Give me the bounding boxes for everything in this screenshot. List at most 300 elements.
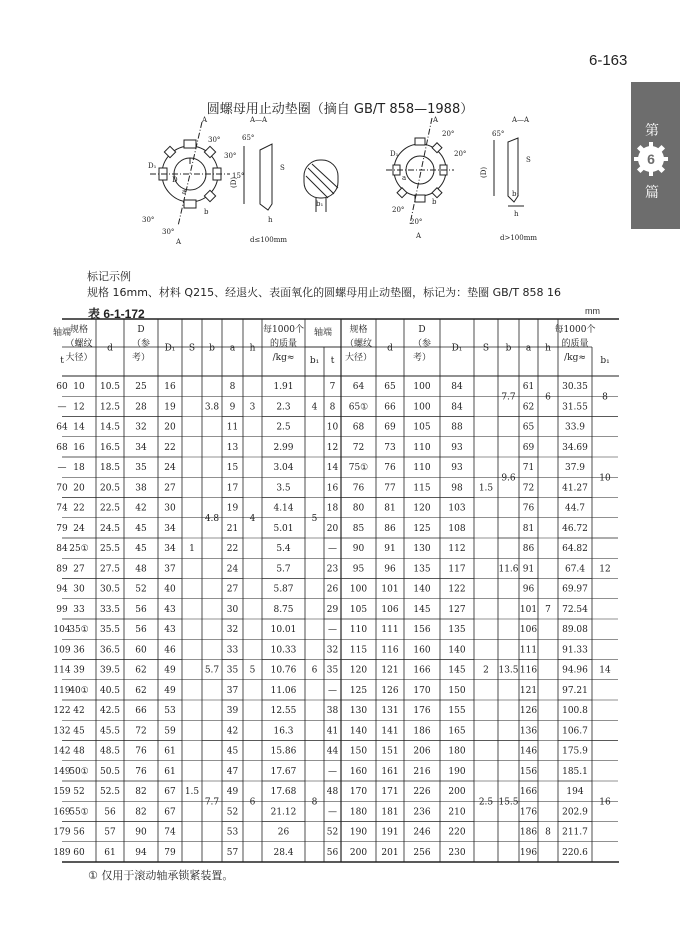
right-cell: 146 bbox=[519, 746, 538, 757]
merged-cell: 1.5 bbox=[184, 787, 200, 798]
left-cell: 40① bbox=[69, 685, 89, 696]
merged-cell: 13.5 bbox=[498, 665, 519, 676]
left-cell: 60 bbox=[135, 645, 147, 656]
left-cell: 45 bbox=[135, 544, 147, 555]
right-cell: 160 bbox=[349, 766, 368, 777]
left-cell: 30 bbox=[164, 503, 176, 514]
fig-left-label-65: 65° bbox=[242, 134, 255, 142]
left-cell: 45 bbox=[135, 523, 147, 534]
fig-left-label-30: 30° bbox=[208, 136, 221, 144]
right-cell: 60 bbox=[56, 382, 68, 393]
left-cell: 56 bbox=[73, 827, 85, 838]
right-cell: 64 bbox=[56, 422, 68, 433]
header-D: （参 bbox=[131, 339, 151, 349]
right-cell: 30.35 bbox=[562, 382, 588, 393]
left-cell: 42 bbox=[73, 706, 85, 717]
left-cell: 32 bbox=[135, 422, 147, 433]
right-cell: 201 bbox=[381, 847, 399, 858]
right-cell: 126 bbox=[519, 706, 538, 717]
merged-cell: 16 bbox=[599, 797, 611, 808]
fig-right-label-AA: A—A bbox=[512, 116, 530, 124]
right-cell: 119 bbox=[53, 685, 71, 696]
left-cell: 45 bbox=[73, 726, 85, 737]
right-cell: 145 bbox=[448, 665, 466, 676]
left-cell: 10.5 bbox=[99, 382, 121, 393]
fig-left-label-A2: A bbox=[176, 238, 182, 246]
left-cell: 20 bbox=[326, 523, 339, 534]
example-text: 规格 16mm、材料 Q215、经退火、表面氧化的圆螺母用止动垫圈，标记为：垫圈 GB/T 858 16 bbox=[87, 286, 562, 299]
right-cell: 114 bbox=[53, 665, 71, 676]
left-cell: 39 bbox=[226, 706, 239, 717]
right-cell: 69 bbox=[384, 422, 396, 433]
left-cell: 82 bbox=[135, 807, 147, 818]
right-cell: 170 bbox=[349, 787, 368, 798]
merged-cell: 7 bbox=[545, 604, 551, 615]
table-unit: mm bbox=[585, 306, 600, 316]
right-cell: 65 bbox=[384, 382, 396, 393]
left-cell: 74 bbox=[164, 827, 176, 838]
header-a: a bbox=[229, 343, 236, 354]
right-cell: 64 bbox=[352, 382, 365, 393]
left-cell: 62 bbox=[135, 665, 147, 676]
right-cell: 256 bbox=[413, 847, 431, 858]
left-cell: 13 bbox=[226, 442, 239, 453]
right-cell: 120 bbox=[349, 665, 368, 676]
left-cell: 35 bbox=[135, 463, 147, 474]
right-cell: 175.9 bbox=[562, 746, 588, 757]
right-cell: 126 bbox=[381, 685, 399, 696]
left-cell: 12.55 bbox=[270, 706, 297, 717]
left-cell: 24 bbox=[164, 463, 176, 474]
left-cell: 52 bbox=[73, 787, 85, 798]
left-cell: 3.5 bbox=[276, 483, 291, 494]
right-cell: 100.8 bbox=[562, 706, 588, 717]
left-cell: 8.75 bbox=[273, 604, 294, 615]
left-cell: — bbox=[328, 625, 337, 636]
right-cell: 79 bbox=[56, 523, 68, 534]
right-cell: 103 bbox=[448, 503, 466, 514]
merged-cell: 3 bbox=[249, 402, 256, 413]
right-cell: 98 bbox=[451, 483, 463, 494]
fig-left-label-30b: 30° bbox=[224, 152, 237, 160]
merged-cell: 4 bbox=[311, 402, 318, 413]
left-cell: 45 bbox=[226, 746, 239, 757]
header-mass: 的质量 bbox=[561, 339, 589, 349]
right-cell: 170 bbox=[413, 685, 431, 696]
right-cell: — bbox=[57, 402, 67, 413]
right-cell: 159 bbox=[53, 787, 71, 798]
left-cell: 4.14 bbox=[273, 503, 294, 514]
left-cell: — bbox=[328, 544, 337, 555]
left-cell: 10 bbox=[326, 422, 339, 433]
header-shaft-end: 轴端 bbox=[52, 328, 72, 338]
left-cell: 66 bbox=[135, 706, 147, 717]
merged-cell: 3.8 bbox=[204, 402, 220, 413]
left-cell: 11 bbox=[226, 422, 239, 433]
right-cell: 77 bbox=[384, 483, 396, 494]
left-cell: 40.5 bbox=[99, 685, 121, 696]
left-cell: — bbox=[328, 807, 337, 818]
right-cell: 101 bbox=[519, 604, 538, 615]
left-cell: 35① bbox=[69, 625, 89, 636]
left-cell: 30 bbox=[73, 584, 85, 595]
table-label: 表 6-1-172 bbox=[88, 307, 145, 321]
left-cell: 67 bbox=[164, 807, 176, 818]
left-cell: 22 bbox=[73, 503, 85, 514]
fig-right-label-b1: b₁ bbox=[512, 190, 520, 198]
left-cell: 48.5 bbox=[99, 746, 121, 757]
header-D: D bbox=[418, 325, 426, 335]
left-cell: 44 bbox=[326, 746, 339, 757]
left-cell: 32 bbox=[226, 625, 239, 636]
merged-cell: 6 bbox=[311, 665, 318, 676]
right-cell: 125 bbox=[349, 685, 368, 696]
right-cell: 96 bbox=[384, 564, 396, 575]
right-cell: — bbox=[57, 463, 67, 474]
right-cell: 91 bbox=[522, 564, 535, 575]
right-cell: 65 bbox=[522, 422, 535, 433]
right-cell: 64.82 bbox=[562, 544, 588, 555]
left-cell: 2.5 bbox=[276, 422, 291, 433]
left-cell: 35.5 bbox=[99, 625, 121, 636]
right-cell: 140 bbox=[448, 645, 466, 656]
right-cell: 108 bbox=[448, 523, 466, 534]
left-cell: 28 bbox=[135, 402, 147, 413]
left-cell: 23 bbox=[326, 564, 339, 575]
fig-left-label-S: S bbox=[280, 164, 285, 172]
fig-right-label-D1: D₁ bbox=[390, 150, 399, 158]
left-cell: 59 bbox=[164, 726, 176, 737]
merged-cell: 4.8 bbox=[204, 513, 220, 524]
left-cell: 67 bbox=[164, 787, 176, 798]
right-cell: 176 bbox=[413, 706, 431, 717]
left-cell: 34 bbox=[135, 442, 147, 453]
example-heading: 标记示例 bbox=[87, 270, 131, 283]
right-cell: 72.54 bbox=[562, 604, 588, 615]
page-number: 6-163 bbox=[589, 52, 628, 69]
left-cell: 17 bbox=[226, 483, 239, 494]
right-cell: 166 bbox=[519, 787, 538, 798]
left-cell: 21.12 bbox=[270, 807, 297, 818]
left-cell: 62 bbox=[135, 685, 147, 696]
right-cell: 100 bbox=[413, 402, 431, 413]
right-cell: 69.97 bbox=[562, 584, 588, 595]
left-cell: 40 bbox=[164, 584, 176, 595]
left-cell: 53 bbox=[226, 827, 239, 838]
right-cell: 121 bbox=[519, 685, 538, 696]
merged-cell: 6 bbox=[545, 392, 551, 403]
fig-left-label-15: 15° bbox=[232, 172, 245, 180]
left-cell: 10.01 bbox=[270, 625, 297, 636]
right-cell: 127 bbox=[448, 604, 466, 615]
left-cell: 14 bbox=[73, 422, 85, 433]
merged-cell: 1 bbox=[189, 544, 195, 555]
right-cell: 121 bbox=[381, 665, 399, 676]
right-cell: 135 bbox=[448, 625, 466, 636]
left-cell: 30 bbox=[226, 604, 239, 615]
right-cell: 31.55 bbox=[562, 402, 588, 413]
left-cell: 38 bbox=[135, 483, 147, 494]
merged-cell: 5 bbox=[249, 665, 256, 676]
right-cell: 70 bbox=[56, 483, 68, 494]
left-cell: 27 bbox=[226, 584, 239, 595]
left-cell: 27 bbox=[73, 564, 85, 575]
right-cell: 135 bbox=[413, 564, 431, 575]
header-t: t bbox=[60, 356, 64, 366]
right-cell: 101 bbox=[381, 584, 399, 595]
left-cell: 57 bbox=[226, 847, 239, 858]
right-cell: 80 bbox=[352, 503, 365, 514]
washer-figures bbox=[120, 112, 560, 252]
right-cell: 72 bbox=[522, 483, 535, 494]
left-cell: 14.5 bbox=[99, 422, 121, 433]
fig-right-label-Dparen: (D) bbox=[480, 166, 488, 178]
right-cell: 110 bbox=[413, 463, 431, 474]
merged-cell: 5 bbox=[311, 513, 318, 524]
left-cell: 56 bbox=[326, 847, 339, 858]
header-mass: 的质量 bbox=[269, 339, 298, 349]
right-cell: 196 bbox=[519, 847, 538, 858]
right-cell: 95 bbox=[352, 564, 365, 575]
left-cell: 52 bbox=[226, 807, 239, 818]
left-cell: 10.33 bbox=[270, 645, 297, 656]
right-cell: 85 bbox=[352, 523, 365, 534]
left-cell: 72 bbox=[135, 726, 147, 737]
left-cell: 12.5 bbox=[99, 402, 121, 413]
right-cell: 106 bbox=[519, 625, 538, 636]
left-cell: 20 bbox=[164, 422, 176, 433]
right-cell: 186 bbox=[519, 827, 538, 838]
right-cell: 89 bbox=[56, 564, 68, 575]
right-cell: 62 bbox=[522, 402, 535, 413]
right-cell: 180 bbox=[349, 807, 368, 818]
left-cell: 43 bbox=[164, 625, 176, 636]
left-cell: 8 bbox=[229, 382, 236, 393]
right-cell: 169 bbox=[53, 807, 71, 818]
left-cell: 39.5 bbox=[99, 665, 121, 676]
fig-left-label-30d: 30° bbox=[162, 228, 175, 236]
right-cell: 185.1 bbox=[562, 766, 588, 777]
right-cell: 93 bbox=[451, 463, 463, 474]
right-cell: 65① bbox=[348, 402, 369, 413]
merged-cell: 5.7 bbox=[204, 665, 220, 676]
left-cell: 60 bbox=[73, 847, 85, 858]
left-cell: 8 bbox=[329, 402, 336, 413]
right-cell: 46.72 bbox=[562, 523, 588, 534]
right-cell: 100 bbox=[413, 382, 431, 393]
header-b: b bbox=[505, 343, 512, 354]
right-cell: 181 bbox=[381, 807, 399, 818]
right-cell: 37.9 bbox=[564, 463, 586, 474]
right-cell: 125 bbox=[413, 523, 431, 534]
left-cell: 24 bbox=[73, 523, 85, 534]
right-cell: 84 bbox=[56, 544, 68, 555]
right-cell: 141 bbox=[381, 726, 399, 737]
header-a: a bbox=[525, 343, 532, 354]
left-cell: 27 bbox=[164, 483, 176, 494]
left-cell: 76 bbox=[135, 766, 147, 777]
fig-right-label-h: h bbox=[514, 210, 519, 218]
fig-left-label-b: b bbox=[204, 208, 209, 216]
fig-left-label-b1: b₁ bbox=[316, 200, 324, 208]
right-cell: 131 bbox=[381, 706, 399, 717]
left-cell: 34 bbox=[164, 523, 176, 534]
left-cell: 12 bbox=[73, 402, 85, 413]
right-cell: 230 bbox=[448, 847, 466, 858]
right-cell: 111 bbox=[381, 625, 399, 636]
header-mass: 每1000个 bbox=[554, 325, 596, 335]
merged-cell: 8 bbox=[602, 392, 608, 403]
left-cell: 36.5 bbox=[99, 645, 121, 656]
left-cell: 56 bbox=[135, 604, 147, 615]
header-b1: b₁ bbox=[309, 356, 320, 366]
left-cell: 17.67 bbox=[270, 766, 297, 777]
left-cell: 2.3 bbox=[276, 402, 291, 413]
fig-right-label-20b: 20° bbox=[454, 150, 467, 158]
merged-cell: 11.6 bbox=[498, 564, 519, 575]
left-cell: 50① bbox=[69, 766, 89, 777]
merged-cell: 10 bbox=[599, 473, 611, 484]
left-cell: 9 bbox=[229, 402, 236, 413]
left-cell: 61 bbox=[164, 766, 176, 777]
left-cell: 52.5 bbox=[99, 787, 121, 798]
left-cell: 36 bbox=[73, 645, 85, 656]
left-cell: 42.5 bbox=[99, 706, 121, 717]
header-S: S bbox=[188, 343, 196, 354]
right-cell: 149 bbox=[53, 766, 71, 777]
header-D: 考） bbox=[412, 353, 432, 363]
right-cell: 44.7 bbox=[564, 503, 586, 514]
fig-right-label-20d: 20° bbox=[410, 218, 423, 226]
left-cell: 48 bbox=[326, 787, 339, 798]
right-cell: 106.7 bbox=[562, 726, 588, 737]
right-cell: 75① bbox=[348, 463, 369, 474]
right-cell: 216 bbox=[413, 766, 431, 777]
left-cell: 16.5 bbox=[99, 442, 121, 453]
fig-right-caption: d>100mm bbox=[500, 234, 537, 242]
right-cell: 33.9 bbox=[564, 422, 586, 433]
left-cell: 49 bbox=[164, 665, 176, 676]
left-cell: 46 bbox=[164, 645, 176, 656]
header-D: D bbox=[137, 325, 145, 335]
left-cell: 37 bbox=[226, 685, 239, 696]
fig-right-label-20c: 20° bbox=[392, 206, 405, 214]
merged-cell: 6 bbox=[249, 797, 256, 808]
left-cell: 42 bbox=[226, 726, 239, 737]
fig-right-label-A: A bbox=[433, 116, 439, 124]
gear-icon bbox=[634, 142, 668, 176]
right-cell: 68 bbox=[352, 422, 365, 433]
right-cell: 120 bbox=[413, 503, 431, 514]
right-cell: 211.7 bbox=[562, 827, 588, 838]
right-cell: 81 bbox=[522, 523, 535, 534]
left-cell: 19 bbox=[226, 503, 239, 514]
right-cell: 109 bbox=[53, 645, 71, 656]
left-cell: 33 bbox=[226, 645, 239, 656]
fig-left-label-D: D bbox=[172, 176, 178, 184]
right-cell: 71 bbox=[522, 463, 535, 474]
right-cell: 84 bbox=[451, 382, 463, 393]
right-cell: 106 bbox=[381, 604, 399, 615]
left-cell: 27.5 bbox=[99, 564, 121, 575]
left-cell: 22 bbox=[226, 544, 239, 555]
left-cell: 76 bbox=[135, 746, 147, 757]
left-cell: 37 bbox=[164, 564, 176, 575]
header-spec: 大径） bbox=[344, 353, 373, 363]
right-cell: 122 bbox=[53, 706, 71, 717]
right-cell: 110 bbox=[413, 442, 431, 453]
spec-table bbox=[52, 319, 619, 862]
left-cell: 50.5 bbox=[99, 766, 121, 777]
left-cell: 39 bbox=[73, 665, 85, 676]
right-cell: 210 bbox=[448, 807, 466, 818]
spec-table-grid bbox=[52, 319, 619, 862]
header-spec: 规格 bbox=[69, 325, 89, 335]
right-cell: 84 bbox=[451, 402, 463, 413]
left-cell: 82 bbox=[135, 787, 147, 798]
header-shaft-end: 轴端 bbox=[313, 328, 333, 338]
fig-left-label-h: h bbox=[268, 216, 273, 224]
left-cell: 26 bbox=[326, 584, 339, 595]
left-cell: 56 bbox=[135, 625, 147, 636]
right-cell: 156 bbox=[519, 766, 538, 777]
right-cell: 155 bbox=[448, 706, 466, 717]
header-S: S bbox=[482, 343, 490, 354]
header-spec: 规格 bbox=[349, 325, 368, 335]
left-cell: 14 bbox=[326, 463, 339, 474]
fig-right-label-65: 65° bbox=[492, 130, 505, 138]
fig-left-label-A: A bbox=[202, 116, 208, 124]
right-cell: 86 bbox=[384, 523, 396, 534]
right-cell: 100 bbox=[349, 584, 368, 595]
left-cell: 42 bbox=[135, 503, 147, 514]
merged-cell: 7.7 bbox=[204, 797, 220, 808]
merged-cell: 15.5 bbox=[498, 797, 519, 808]
merged-cell: 8 bbox=[545, 827, 551, 838]
left-cell: 5.7 bbox=[276, 564, 291, 575]
right-cell: 220.6 bbox=[562, 847, 588, 858]
left-cell: 41 bbox=[326, 726, 339, 737]
left-cell: 61 bbox=[164, 746, 176, 757]
right-cell: 76 bbox=[384, 463, 396, 474]
merged-cell: 4 bbox=[249, 513, 256, 524]
right-cell: 115 bbox=[349, 645, 368, 656]
right-cell: 41.27 bbox=[562, 483, 588, 494]
left-cell: 35 bbox=[226, 665, 239, 676]
left-cell: 33.5 bbox=[99, 604, 121, 615]
header-b1: b₁ bbox=[600, 356, 610, 366]
header-mass: /kg≈ bbox=[564, 353, 586, 363]
right-cell: 190 bbox=[349, 827, 368, 838]
chapter-tab-top: 第 bbox=[645, 123, 659, 139]
fig-left-label-D1: D₁ bbox=[148, 162, 157, 170]
header-d: d bbox=[107, 343, 113, 354]
left-cell: 48 bbox=[73, 746, 85, 757]
header-D1: D₁ bbox=[451, 343, 463, 354]
right-cell: 116 bbox=[519, 665, 538, 676]
left-cell: 5.4 bbox=[276, 544, 291, 555]
right-cell: 115 bbox=[413, 483, 431, 494]
left-cell: 33 bbox=[73, 604, 85, 615]
right-cell: 86 bbox=[522, 544, 535, 555]
left-cell: 3.04 bbox=[273, 463, 294, 474]
left-cell: — bbox=[328, 766, 337, 777]
right-cell: 89.08 bbox=[562, 625, 588, 636]
header-D1: D₁ bbox=[164, 343, 176, 354]
right-cell: 90 bbox=[352, 544, 365, 555]
left-cell: 35 bbox=[326, 665, 339, 676]
right-cell: 171 bbox=[381, 787, 399, 798]
